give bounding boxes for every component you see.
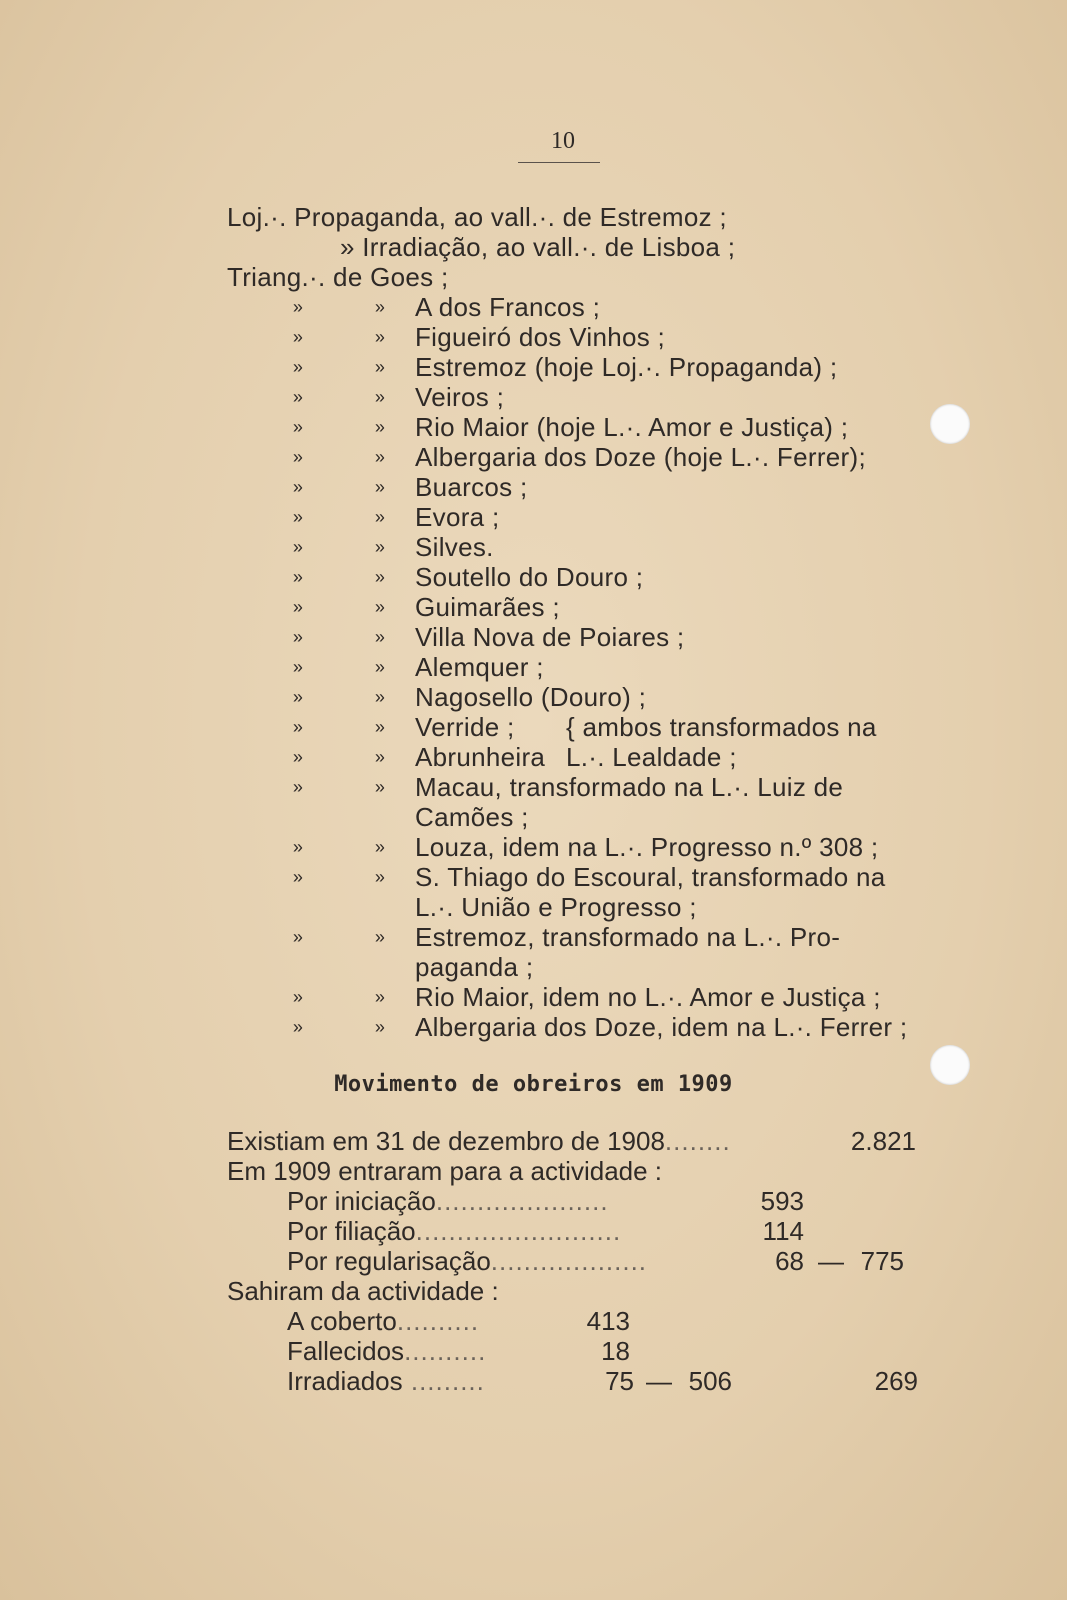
entry-text: Rio Maior, idem no L.·. Amor e Justiça ; xyxy=(415,982,881,1012)
stats-value: 593 xyxy=(760,1186,804,1216)
ditto-mark: » xyxy=(292,327,304,347)
stats-total: 775 xyxy=(860,1246,904,1276)
list-item xyxy=(0,202,1067,232)
list-item xyxy=(0,622,1067,652)
stats-dash: — xyxy=(646,1366,672,1396)
ditto-mark: » xyxy=(292,297,304,317)
stats-row-sahiram xyxy=(0,1276,1067,1306)
ditto-mark: » xyxy=(292,987,304,1007)
ditto-mark: » xyxy=(292,597,304,617)
ditto-mark: » xyxy=(374,357,386,377)
stats-row-entraram xyxy=(0,1156,1067,1186)
list-item xyxy=(0,232,1067,262)
stats-row-fallecidos xyxy=(0,1336,1067,1366)
list-item xyxy=(0,322,1067,352)
stats-label: Por regularisação................... xyxy=(287,1246,648,1276)
stats-label: Por iniciação..................... xyxy=(287,1186,609,1216)
ditto-mark: » xyxy=(374,387,386,407)
entry-text: Louza, idem na L.·. Progresso n.º 308 ; xyxy=(415,832,879,862)
stats-label: A coberto.......... xyxy=(287,1306,480,1336)
list-item xyxy=(0,892,1067,922)
list-item xyxy=(0,712,1067,742)
entry-text: Guimarães ; xyxy=(415,592,560,622)
ditto-mark: » xyxy=(374,567,386,587)
ditto-mark: » xyxy=(292,837,304,857)
list-item xyxy=(0,382,1067,412)
section-heading: Movimento de obreiros em 1909 xyxy=(334,1072,733,1097)
stats-row-filiacao xyxy=(0,1216,1067,1246)
list-item xyxy=(0,562,1067,592)
stats-final: 269 xyxy=(874,1366,918,1396)
list-item xyxy=(0,592,1067,622)
list-item xyxy=(0,952,1067,982)
list-item xyxy=(0,832,1067,862)
list-item xyxy=(0,1012,1067,1042)
ditto-mark: » xyxy=(374,627,386,647)
stats-label: Sahiram da actividade : xyxy=(227,1276,499,1306)
ditto-mark: » xyxy=(374,477,386,497)
list-item xyxy=(0,262,1067,292)
entry-text: Estremoz, transformado na L.·. Pro- xyxy=(415,922,841,952)
ditto-mark: » xyxy=(374,927,386,947)
stats-value: 114 xyxy=(762,1216,804,1246)
ditto-mark: » xyxy=(292,687,304,707)
stats-value: 18 xyxy=(601,1336,630,1366)
ditto-mark: » xyxy=(374,867,386,887)
ditto-mark: » xyxy=(292,627,304,647)
ditto-mark: » xyxy=(292,387,304,407)
ditto-mark: » xyxy=(292,477,304,497)
stats-value: 413 xyxy=(586,1306,630,1336)
entry-text: Veiros ; xyxy=(415,382,505,412)
entry-text: Loj.·. Propaganda, ao vall.·. de Estremoz ; xyxy=(227,202,727,232)
entry-text: Camões ; xyxy=(415,802,529,832)
entry-text: Villa Nova de Poiares ; xyxy=(415,622,685,652)
ditto-mark: » xyxy=(374,777,386,797)
ditto-mark: » xyxy=(292,717,304,737)
stats-row-irradiados xyxy=(0,1366,1067,1396)
ditto-mark: » xyxy=(374,537,386,557)
list-item xyxy=(0,412,1067,442)
list-item xyxy=(0,772,1067,802)
entry-text: Alemquer ; xyxy=(415,652,544,682)
entry-text: Macau, transformado na L.·. Luiz de xyxy=(415,772,844,802)
ditto-mark: » xyxy=(374,327,386,347)
entry-text: S. Thiago do Escoural, transformado na xyxy=(415,862,886,892)
list-item xyxy=(0,742,1067,772)
list-item xyxy=(0,682,1067,712)
page-number-rule xyxy=(518,162,600,163)
list-item xyxy=(0,472,1067,502)
entry-text: Nagosello (Douro) ; xyxy=(415,682,647,712)
entry-text: Rio Maior (hoje L.·. Amor e Justiça) ; xyxy=(415,412,849,442)
ditto-mark: » xyxy=(292,417,304,437)
ditto-mark: » xyxy=(374,597,386,617)
entry-text: Triang.·. de Goes ; xyxy=(227,262,449,292)
ditto-mark: » xyxy=(292,657,304,677)
stats-value: 2.821 xyxy=(850,1126,916,1156)
ditto-mark: » xyxy=(374,747,386,767)
entry-text: Verride ; xyxy=(415,712,515,742)
stats-label: Por filiação......................... xyxy=(287,1216,622,1246)
stats-row-coberto xyxy=(0,1306,1067,1336)
ditto-mark: » xyxy=(292,537,304,557)
ditto-mark: » xyxy=(292,567,304,587)
stats-row-iniciacao xyxy=(0,1186,1067,1216)
entry-text: » Irradiação, ao vall.·. de Lisboa ; xyxy=(340,232,736,262)
list-item xyxy=(0,352,1067,382)
ditto-mark: » xyxy=(292,507,304,527)
stats-value: 75 xyxy=(605,1366,634,1396)
entry-text: Abrunheira xyxy=(415,742,546,772)
entry-text: Evora ; xyxy=(415,502,500,532)
stats-label: Fallecidos.......... xyxy=(287,1336,487,1366)
entry-bracket-text: { ambos transformados na xyxy=(566,712,877,742)
ditto-mark: » xyxy=(292,447,304,467)
stats-label: Irradiados ......... xyxy=(287,1366,485,1396)
ditto-mark: » xyxy=(374,657,386,677)
entry-text: Figueiró dos Vinhos ; xyxy=(415,322,666,352)
list-item xyxy=(0,802,1067,832)
ditto-mark: » xyxy=(292,867,304,887)
ditto-mark: » xyxy=(292,357,304,377)
entry-text: Silves. xyxy=(415,532,494,562)
list-item xyxy=(0,532,1067,562)
ditto-mark: » xyxy=(374,687,386,707)
stats-total: 506 xyxy=(688,1366,732,1396)
entry-text: Estremoz (hoje Loj.·. Propaganda) ; xyxy=(415,352,838,382)
ditto-mark: » xyxy=(292,747,304,767)
ditto-mark: » xyxy=(374,987,386,1007)
ditto-mark: » xyxy=(374,717,386,737)
ditto-mark: » xyxy=(292,1017,304,1037)
list-item xyxy=(0,292,1067,322)
entry-text: paganda ; xyxy=(415,952,534,982)
list-item xyxy=(0,442,1067,472)
ditto-mark: » xyxy=(374,297,386,317)
entry-text: Albergaria dos Doze, idem na L.·. Ferrer ; xyxy=(415,1012,908,1042)
ditto-mark: » xyxy=(374,507,386,527)
list-item xyxy=(0,982,1067,1012)
stats-value: 68 xyxy=(775,1246,804,1276)
stats-table xyxy=(0,1126,1067,1396)
entry-text: L.·. União e Progresso ; xyxy=(415,892,697,922)
entry-bracket-text: L.·. Lealdade ; xyxy=(566,742,737,772)
stats-dash: — xyxy=(818,1246,844,1276)
stats-row-regularisacao xyxy=(0,1246,1067,1276)
list-item xyxy=(0,862,1067,892)
entry-text: Buarcos ; xyxy=(415,472,528,502)
ditto-mark: » xyxy=(374,837,386,857)
page-number: 10 xyxy=(551,128,575,154)
entry-text: Albergaria dos Doze (hoje L.·. Ferrer); xyxy=(415,442,866,472)
ditto-mark: » xyxy=(374,417,386,437)
list-item xyxy=(0,922,1067,952)
ditto-mark: » xyxy=(374,1017,386,1037)
list-item xyxy=(0,502,1067,532)
stats-row-existiam xyxy=(0,1126,1067,1156)
stats-label: Existiam em 31 de dezembro de 1908........ xyxy=(227,1126,731,1156)
ditto-mark: » xyxy=(292,927,304,947)
stats-label: Em 1909 entraram para a actividade : xyxy=(227,1156,663,1186)
lodge-list xyxy=(0,202,1067,1042)
ditto-mark: » xyxy=(292,777,304,797)
list-item xyxy=(0,652,1067,682)
entry-text: A dos Francos ; xyxy=(415,292,601,322)
entry-text: Soutello do Douro ; xyxy=(415,562,644,592)
ditto-mark: » xyxy=(374,447,386,467)
